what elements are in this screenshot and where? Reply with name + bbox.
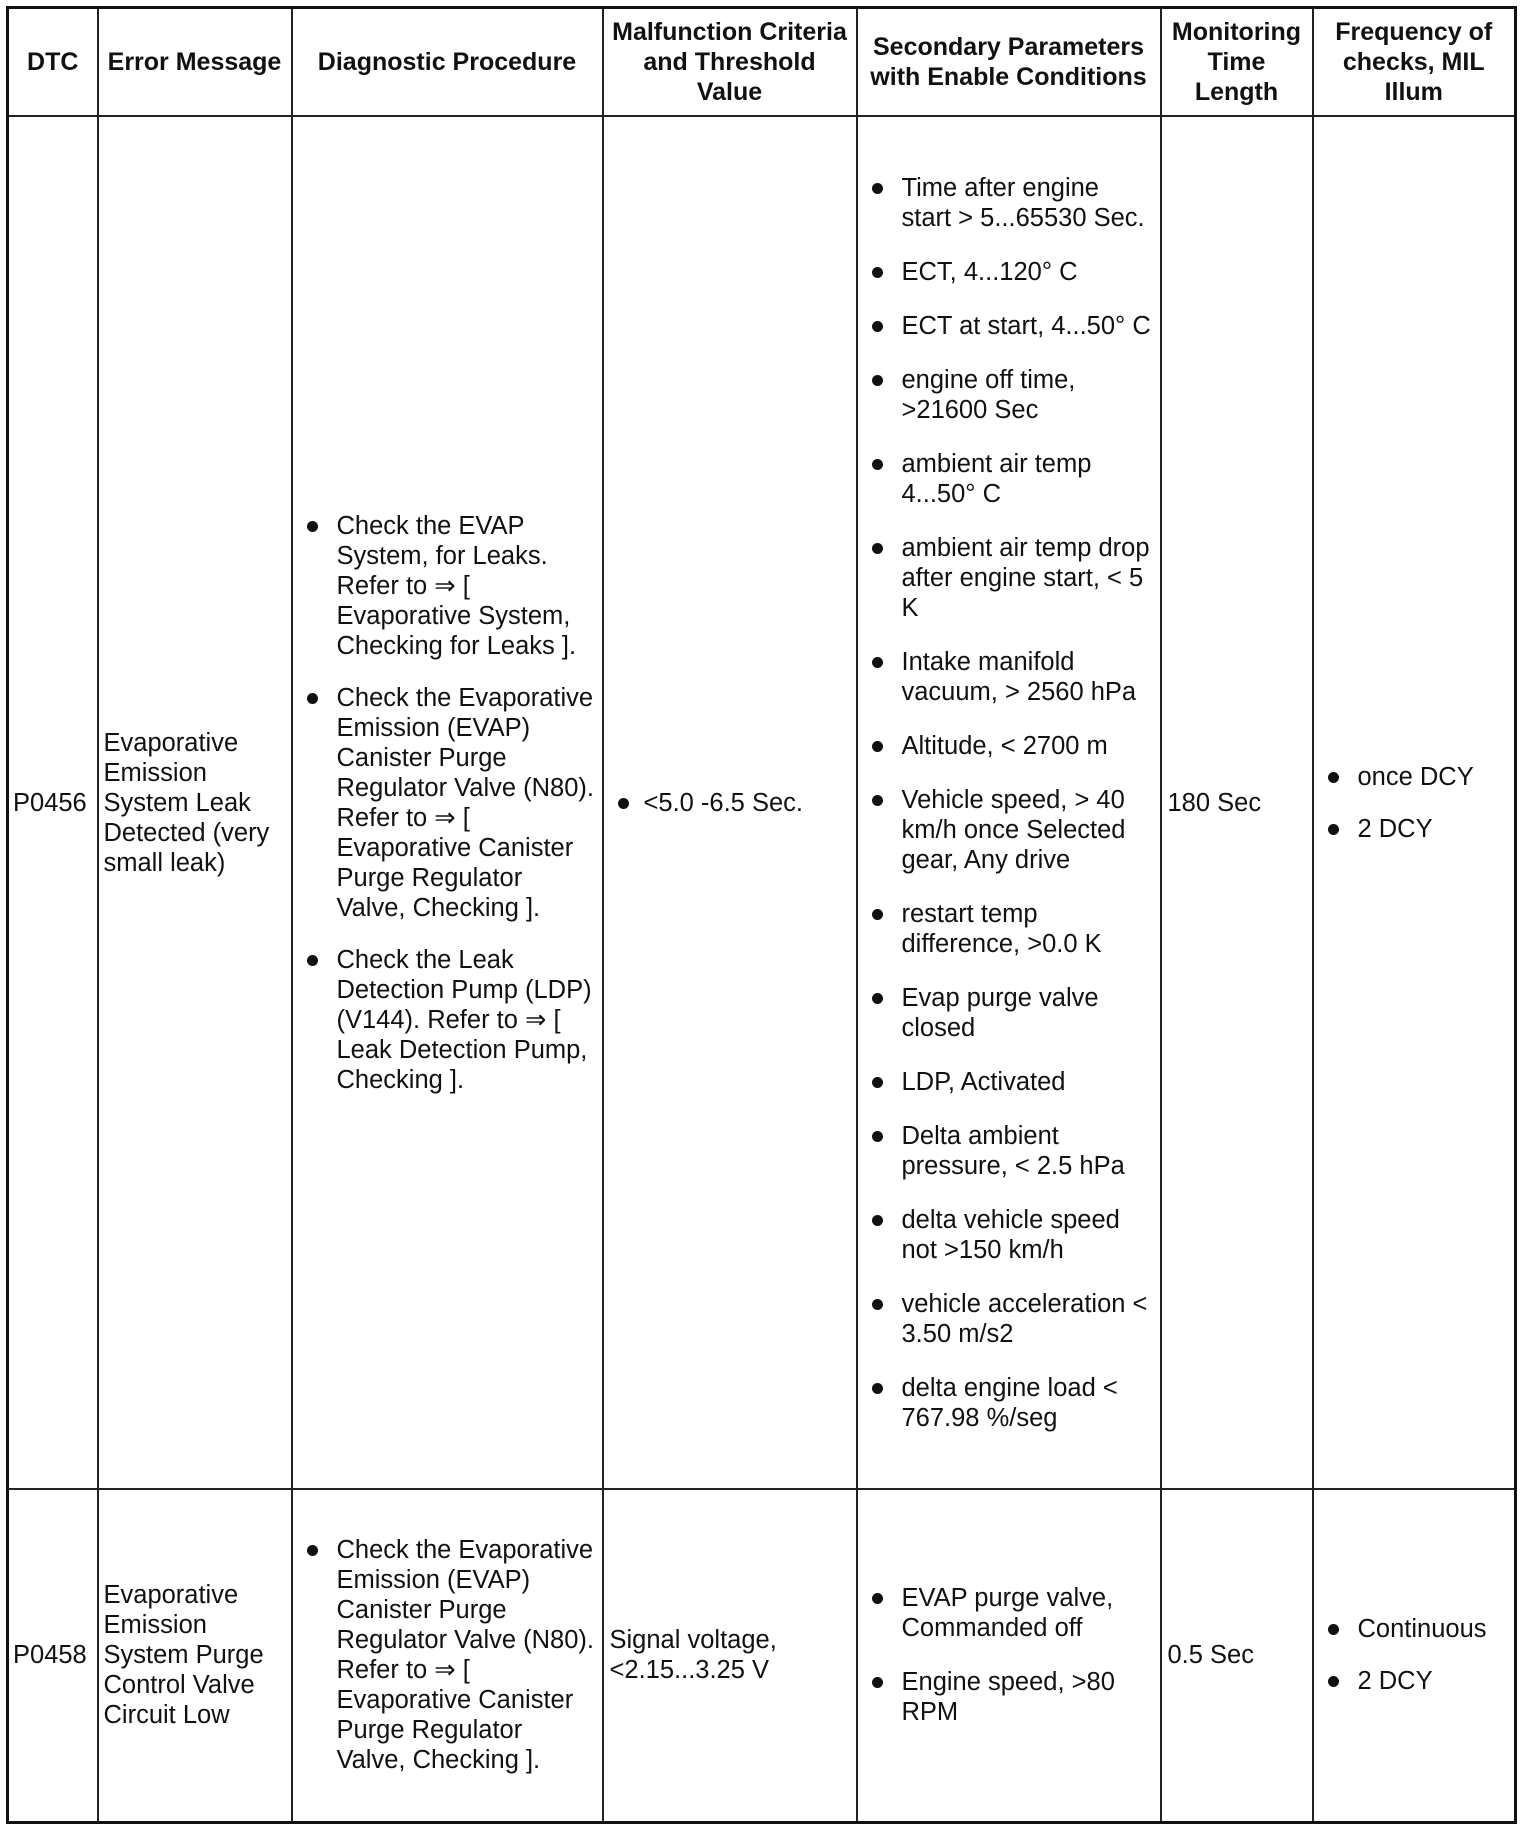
header-monitoring-time: Monitoring Time Length xyxy=(1161,8,1313,117)
procedure-step: Check the Evaporative Emission (EVAP) Canister Purge Regulator Valve (N80). Refer to ⇒ [ Evaporative Canister Purge Regulator Valve, Checking ]. xyxy=(299,1535,598,1775)
dtc-code: P0456 xyxy=(8,116,98,1489)
secondary-parameter: ambient air temp 4...50° C xyxy=(864,449,1156,509)
secondary-parameter: delta vehicle speed not >150 km/h xyxy=(864,1205,1156,1265)
monitoring-time: 0.5 Sec xyxy=(1161,1489,1313,1822)
frequency-cell xyxy=(1313,1489,1516,1822)
secondary-parameter: ECT at start, 4...50° C xyxy=(864,311,1156,341)
secondary-parameter: ECT, 4...120° C xyxy=(864,257,1156,287)
secondary-parameter: delta engine load < 767.98 %/seg xyxy=(864,1373,1156,1433)
dtc-table xyxy=(6,6,1517,1824)
secondary-parameter: Engine speed, >80 RPM xyxy=(864,1667,1156,1727)
secondary-parameter: restart temp difference, >0.0 K xyxy=(864,899,1156,959)
frequency-item: 2 DCY xyxy=(1320,814,1511,844)
secondary-parameter: Evap purge valve closed xyxy=(864,983,1156,1043)
secondary-parameter: Time after engine start > 5...65530 Sec. xyxy=(864,173,1156,233)
malfunction-criteria-cell xyxy=(603,116,857,1489)
secondary-parameter: engine off time, >21600 Sec xyxy=(864,365,1156,425)
header-diagnostic-procedure: Diagnostic Procedure xyxy=(292,8,603,117)
frequency-item: once DCY xyxy=(1320,762,1511,792)
procedure-step: Check the Leak Detection Pump (LDP) (V144). Refer to ⇒ [ Leak Detection Pump, Checking ]. xyxy=(299,945,598,1095)
procedure-step: Check the Evaporative Emission (EVAP) Canister Purge Regulator Valve (N80). Refer to ⇒ [ Evaporative Canister Purge Regulator Valve, Checking ]. xyxy=(299,683,598,923)
frequency-item: Continuous xyxy=(1320,1614,1511,1644)
error-message: Evaporative Emission System Leak Detected (very small leak) xyxy=(98,116,292,1489)
header-error-message: Error Message xyxy=(98,8,292,117)
diagnostic-procedure-cell xyxy=(292,1489,603,1822)
secondary-parameter: EVAP purge valve, Commanded off xyxy=(864,1583,1156,1643)
table-row xyxy=(8,1489,1516,1822)
secondary-parameter: Intake manifold vacuum, > 2560 hPa xyxy=(864,647,1156,707)
secondary-parameter: ambient air temp drop after engine start, < 5 K xyxy=(864,533,1156,623)
secondary-parameter: LDP, Activated xyxy=(864,1067,1156,1097)
monitoring-time: 180 Sec xyxy=(1161,116,1313,1489)
header-dtc: DTC xyxy=(8,8,98,117)
secondary-parameter: vehicle acceleration < 3.50 m/s2 xyxy=(864,1289,1156,1349)
diagnostic-procedure-cell xyxy=(292,116,603,1489)
malfunction-criteria-cell: Signal voltage, <2.15...3.25 V xyxy=(603,1489,857,1822)
header-secondary-parameters: Secondary Parameters with Enable Conditions xyxy=(857,8,1161,117)
table-row xyxy=(8,116,1516,1489)
secondary-parameters-cell xyxy=(857,116,1161,1489)
header-row xyxy=(8,8,1516,117)
secondary-parameter: Altitude, < 2700 m xyxy=(864,731,1156,761)
frequency-item: 2 DCY xyxy=(1320,1666,1511,1696)
header-frequency: Frequency of checks, MIL Illum xyxy=(1313,8,1516,117)
procedure-step: Check the EVAP System, for Leaks. Refer to ⇒ [ Evaporative System, Checking for Leaks ]. xyxy=(299,511,598,661)
malfunction-criterion: <5.0 -6.5 Sec. xyxy=(610,788,852,818)
header-malfunction-criteria: Malfunction Criteria and Threshold Value xyxy=(603,8,857,117)
secondary-parameter: Vehicle speed, > 40 km/h once Selected gear, Any drive xyxy=(864,785,1156,875)
dtc-code: P0458 xyxy=(8,1489,98,1822)
error-message: Evaporative Emission System Purge Control Valve Circuit Low xyxy=(98,1489,292,1822)
frequency-cell xyxy=(1313,116,1516,1489)
secondary-parameter: Delta ambient pressure, < 2.5 hPa xyxy=(864,1121,1156,1181)
secondary-parameters-cell xyxy=(857,1489,1161,1822)
